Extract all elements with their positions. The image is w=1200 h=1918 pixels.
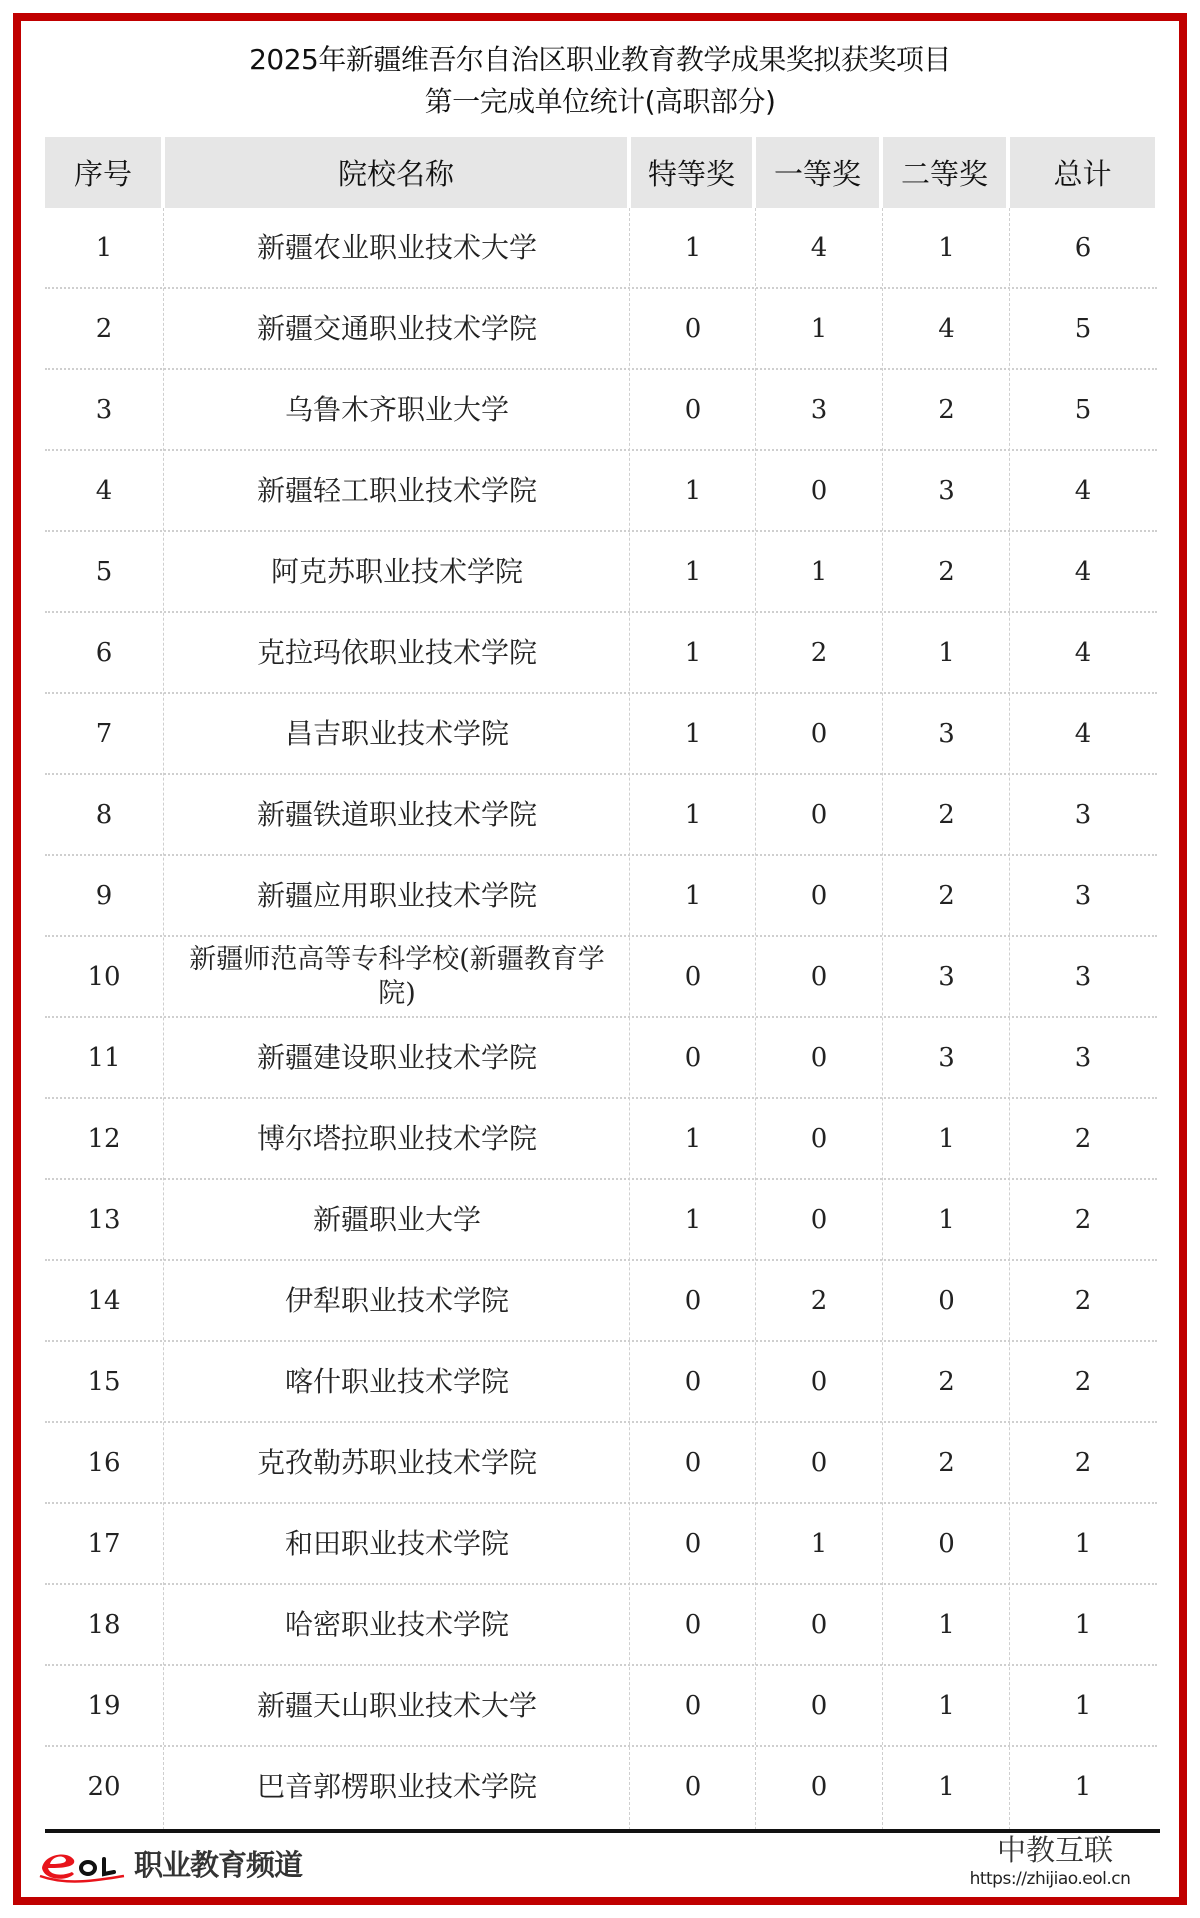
cell-no: 5 <box>95 556 113 587</box>
cell-special-prize: 0 <box>684 1366 702 1397</box>
table-row <box>45 208 1157 289</box>
title-line-1: 2025年新疆维吾尔自治区职业教育教学成果奖拟获奖项目 <box>249 43 951 76</box>
cell-special-prize: 0 <box>684 1528 702 1559</box>
table-row <box>45 1261 1157 1342</box>
cell-second-prize: 1 <box>938 637 955 668</box>
cell-first-prize: 1 <box>810 556 828 587</box>
table-row <box>45 532 1157 613</box>
cell-total: 3 <box>1074 961 1092 992</box>
cell-special-prize: 0 <box>684 1609 702 1640</box>
table-row <box>45 694 1157 775</box>
cell-no: 12 <box>87 1123 121 1154</box>
cell-special-prize: 0 <box>684 1771 702 1802</box>
cell-first-prize: 0 <box>810 1771 828 1802</box>
cell-first-prize: 0 <box>810 1690 828 1721</box>
cell-special-prize: 0 <box>684 961 702 992</box>
header-first-prize: 一等奖 <box>756 137 879 208</box>
cell-total: 2 <box>1074 1123 1092 1154</box>
table-row <box>45 937 1157 1018</box>
cell-special-prize: 0 <box>684 1447 702 1478</box>
cell-first-prize: 0 <box>810 1609 828 1640</box>
cell-school-name: 克孜勒苏职业技术学院 <box>256 1445 537 1479</box>
cell-second-prize: 1 <box>938 232 955 263</box>
cell-school-name: 阿克苏职业技术学院 <box>270 554 523 588</box>
cell-school-name: 伊犁职业技术学院 <box>284 1283 509 1317</box>
eol-logo-icon <box>38 1846 126 1886</box>
cell-second-prize: 3 <box>938 475 955 506</box>
title-line-2: 第一完成单位统计(高职部分) <box>424 85 776 118</box>
cell-school-name: 新疆交通职业技术学院 <box>256 311 537 345</box>
cell-no: 3 <box>95 394 113 425</box>
cell-no: 1 <box>95 232 113 263</box>
cell-school-name: 新疆轻工职业技术学院 <box>256 473 537 507</box>
cell-no: 19 <box>87 1690 121 1721</box>
cell-special-prize: 1 <box>684 880 702 911</box>
cell-first-prize: 0 <box>810 1447 828 1478</box>
cell-first-prize: 0 <box>810 475 828 506</box>
cell-total: 5 <box>1074 313 1092 344</box>
cell-second-prize: 1 <box>938 1123 955 1154</box>
cell-total: 1 <box>1074 1771 1092 1802</box>
cell-school-name: 昌吉职业技术学院 <box>284 716 509 750</box>
cell-first-prize: 3 <box>810 394 828 425</box>
cell-no: 18 <box>87 1609 121 1640</box>
cell-school-name: 新疆职业大学 <box>312 1202 481 1236</box>
cell-no: 20 <box>87 1771 121 1802</box>
cell-first-prize: 0 <box>810 1204 828 1235</box>
partner-name: 中教互联 <box>996 1833 1113 1867</box>
table-row <box>45 1018 1157 1099</box>
cell-total: 2 <box>1074 1366 1092 1397</box>
header-special-prize: 特等奖 <box>631 137 752 208</box>
table-row <box>45 1666 1157 1747</box>
table-row <box>45 1342 1157 1423</box>
cell-first-prize: 0 <box>810 880 828 911</box>
cell-second-prize: 2 <box>938 799 955 830</box>
cell-total: 3 <box>1074 799 1092 830</box>
cell-no: 9 <box>95 880 113 911</box>
cell-no: 15 <box>87 1366 121 1397</box>
channel-name: 职业教育频道 <box>134 1848 303 1882</box>
cell-school-name: 新疆天山职业技术大学 <box>256 1688 537 1722</box>
table-row <box>45 613 1157 694</box>
cell-second-prize: 2 <box>938 556 955 587</box>
table-row <box>45 451 1157 532</box>
cell-second-prize: 2 <box>938 394 955 425</box>
cell-school-name: 乌鲁木齐职业大学 <box>284 392 509 426</box>
cell-no: 6 <box>95 637 113 668</box>
table-row <box>45 289 1157 370</box>
cell-first-prize: 2 <box>810 1285 828 1316</box>
cell-first-prize: 0 <box>810 718 828 749</box>
cell-total: 3 <box>1074 880 1092 911</box>
cell-no: 7 <box>95 718 113 749</box>
cell-total: 4 <box>1074 556 1092 587</box>
cell-school-name: 新疆应用职业技术学院 <box>256 878 537 912</box>
cell-first-prize: 0 <box>810 961 828 992</box>
cell-special-prize: 1 <box>684 799 702 830</box>
cell-second-prize: 2 <box>938 1447 955 1478</box>
cell-first-prize: 4 <box>810 232 828 263</box>
cell-no: 14 <box>87 1285 121 1316</box>
cell-school-name: 喀什职业技术学院 <box>284 1364 509 1398</box>
cell-total: 2 <box>1074 1285 1092 1316</box>
cell-school-name: 新疆农业职业技术大学 <box>256 230 537 264</box>
header-school-name: 院校名称 <box>165 137 627 208</box>
cell-total: 1 <box>1074 1690 1092 1721</box>
cell-second-prize: 0 <box>938 1528 955 1559</box>
cell-no: 13 <box>87 1204 121 1235</box>
cell-total: 2 <box>1074 1447 1092 1478</box>
cell-no: 4 <box>95 475 113 506</box>
cell-special-prize: 0 <box>684 394 702 425</box>
table-row <box>45 370 1157 451</box>
header-second-prize: 二等奖 <box>883 137 1006 208</box>
cell-second-prize: 3 <box>938 1042 955 1073</box>
cell-total: 4 <box>1074 718 1092 749</box>
cell-total: 6 <box>1074 232 1092 263</box>
cell-second-prize: 3 <box>938 718 955 749</box>
cell-special-prize: 0 <box>684 313 702 344</box>
cell-total: 1 <box>1074 1528 1092 1559</box>
cell-special-prize: 1 <box>684 556 702 587</box>
header-total: 总计 <box>1010 137 1155 208</box>
table-row <box>45 1180 1157 1261</box>
cell-special-prize: 1 <box>684 1204 702 1235</box>
cell-first-prize: 0 <box>810 1123 828 1154</box>
cell-special-prize: 1 <box>684 637 702 668</box>
cell-school-name: 新疆师范高等专科学校(新疆教育学院) <box>189 943 605 1009</box>
cell-second-prize: 3 <box>938 961 955 992</box>
cell-second-prize: 2 <box>938 880 955 911</box>
cell-second-prize: 1 <box>938 1771 955 1802</box>
table-row <box>45 856 1157 937</box>
cell-special-prize: 1 <box>684 475 702 506</box>
cell-first-prize: 0 <box>810 1366 828 1397</box>
cell-school-name: 博尔塔拉职业技术学院 <box>256 1121 537 1155</box>
cell-second-prize: 1 <box>938 1204 955 1235</box>
table-row <box>45 1504 1157 1585</box>
cell-no: 10 <box>87 961 121 992</box>
cell-first-prize: 2 <box>810 637 828 668</box>
table-row <box>45 1747 1157 1828</box>
cell-no: 8 <box>95 799 113 830</box>
cell-school-name: 哈密职业技术学院 <box>284 1607 509 1641</box>
cell-no: 11 <box>87 1042 121 1073</box>
table-row <box>45 1585 1157 1666</box>
cell-total: 4 <box>1074 475 1092 506</box>
cell-total: 3 <box>1074 1042 1092 1073</box>
header-no: 序号 <box>45 137 161 208</box>
cell-total: 5 <box>1074 394 1092 425</box>
cell-special-prize: 1 <box>684 1123 702 1154</box>
cell-special-prize: 0 <box>684 1285 702 1316</box>
cell-special-prize: 1 <box>684 232 702 263</box>
cell-first-prize: 0 <box>810 1042 828 1073</box>
cell-total: 4 <box>1074 637 1092 668</box>
cell-school-name: 新疆建设职业技术学院 <box>256 1040 537 1074</box>
cell-second-prize: 1 <box>938 1609 955 1640</box>
cell-first-prize: 0 <box>810 799 828 830</box>
cell-no: 17 <box>87 1528 121 1559</box>
cell-school-name: 新疆铁道职业技术学院 <box>256 797 537 831</box>
cell-first-prize: 1 <box>810 1528 828 1559</box>
cell-no: 2 <box>95 313 113 344</box>
cell-total: 2 <box>1074 1204 1092 1235</box>
cell-first-prize: 1 <box>810 313 828 344</box>
cell-second-prize: 2 <box>938 1366 955 1397</box>
table-row <box>45 1423 1157 1504</box>
table-row <box>45 1099 1157 1180</box>
cell-school-name: 巴音郭楞职业技术学院 <box>256 1769 537 1803</box>
partner-url[interactable]: https://zhijiao.eol.cn <box>969 1869 1131 1889</box>
cell-special-prize: 0 <box>684 1042 702 1073</box>
cell-school-name: 和田职业技术学院 <box>284 1526 509 1560</box>
cell-no: 16 <box>87 1447 121 1478</box>
cell-total: 1 <box>1074 1609 1092 1640</box>
cell-second-prize: 0 <box>938 1285 955 1316</box>
cell-school-name: 克拉玛依职业技术学院 <box>256 635 537 669</box>
cell-second-prize: 4 <box>938 313 955 344</box>
cell-second-prize: 1 <box>938 1690 955 1721</box>
cell-special-prize: 1 <box>684 718 702 749</box>
table-row <box>45 775 1157 856</box>
cell-special-prize: 0 <box>684 1690 702 1721</box>
